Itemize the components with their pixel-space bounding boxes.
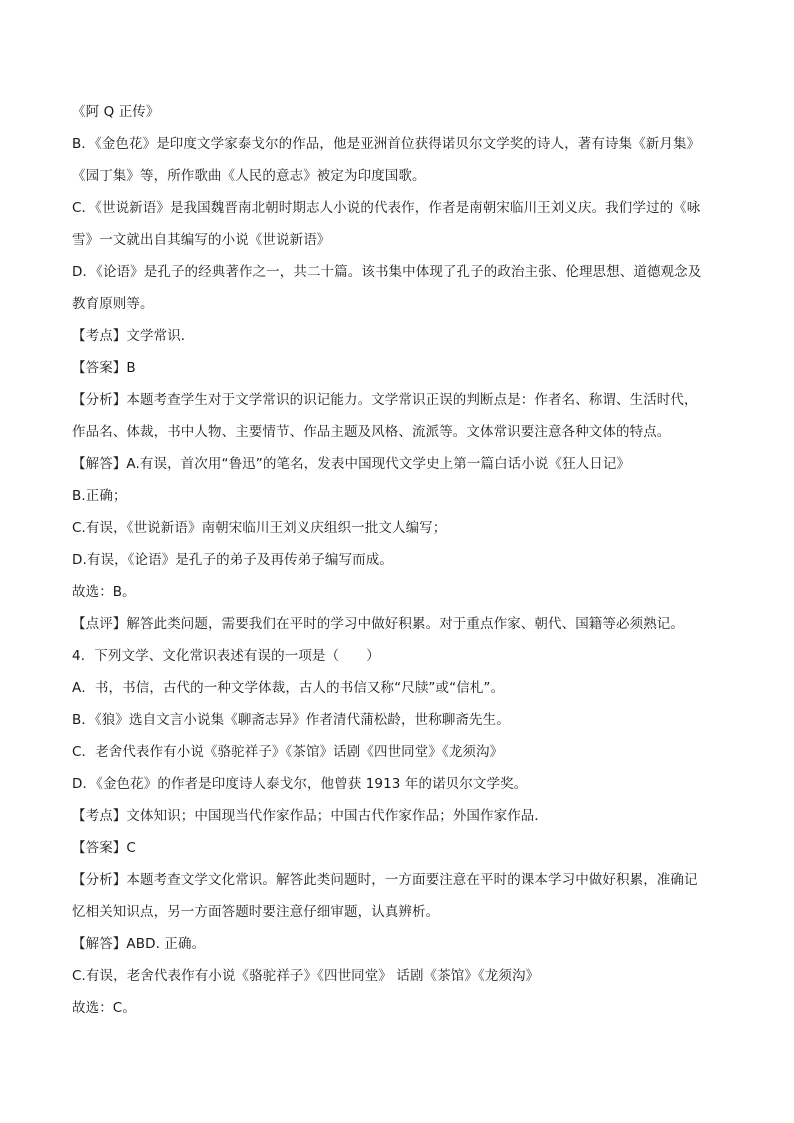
option-a-line: A．书，书信，古代的一种文学体裁，古人的书信又称“尺牍”或“信札”。 xyxy=(72,680,505,696)
text-line: 《阿 Q 正传》 xyxy=(72,104,160,120)
analysis-line: 【分析】本题考查学生对于文学常识的识记能力。文学常识正误的判断点是：作者名、称谓、生活时代， xyxy=(72,392,698,408)
text-line: D．《论语》是孔子的经典著作之一，共二十篇。该书集中体现了孔子的政治主张、伦理思想、道德观念及 xyxy=(72,264,702,280)
text-line: 《园丁集》等，所作歌曲《人民的意志》被定为印度国歌。 xyxy=(72,168,426,184)
text-line: B．《金色花》是印度文学家泰戈尔的作品，他是亚洲首位获得诺贝尔文学奖的诗人，著有诗集《新月集》 xyxy=(72,136,701,152)
text-line: 教育原则等。 xyxy=(72,296,154,312)
text-line: C．《世说新语》是我国魏晋南北朝时期志人小说的代表作，作者是南朝宋临川王刘义庆。我们学过的《咏 xyxy=(72,200,701,216)
kaodian-line: 【考点】文体知识；中国现当代作家作品；中国古代作家作品；外国作家作品． xyxy=(72,808,548,824)
question-line: 4．下列文学、文化常识表述有误的一项是（ ） xyxy=(72,648,380,664)
text-line: B.正确； xyxy=(72,488,127,504)
document-body xyxy=(72,96,724,1024)
analysis-line: 【分析】本题考查文学文化常识。解答此类问题时，一方面要注意在平时的课本学习中做好积累，准确记 xyxy=(72,872,698,888)
text-line: 故选：B。 xyxy=(72,584,136,600)
text-line: D.有误，《论语》是孔子的弟子及再传弟子编写而成。 xyxy=(72,552,393,568)
comment-line: 【点评】解答此类问题，需要我们在平时的学习中做好积累。对于重点作家、朝代、国籍等必须熟记。 xyxy=(72,616,684,632)
option-d-line: D．《金色花》的作者是印度诗人泰戈尔，他曾获 1913 年的诺贝尔文学奖。 xyxy=(72,776,528,792)
kaodian-line: 【考点】文学常识． xyxy=(72,328,195,344)
answer-line: 【答案】B xyxy=(72,360,136,376)
option-c-line: C．老舍代表作有小说《骆驼祥子》《茶馆》话剧《四世同堂》《龙须沟》 xyxy=(72,744,504,760)
text-line: C.有误，老舍代表作有小说《骆驼祥子》《四世同堂》 话剧《茶馆》《龙须沟》 xyxy=(72,968,540,984)
text-line: 忆相关知识点，另一方面答题时要注意仔细审题，认真辨析。 xyxy=(72,904,440,920)
text-line: C.有误，《世说新语》南朝宋临川王刘义庆组织一批文人编写； xyxy=(72,520,447,536)
option-b-line: B．《狼》选自文言小说集《聊斋志异》作者清代蒲松龄，世称聊斋先生。 xyxy=(72,712,510,728)
solution-line: 【解答】A.有误，首次用“鲁迅”的笔名，发表中国现代文学史上第一篇白话小说《狂人日记》 xyxy=(72,456,631,472)
text-line: 故选：C。 xyxy=(72,1000,136,1016)
solution-line: 【解答】ABD. 正确。 xyxy=(72,936,206,952)
answer-line: 【答案】C xyxy=(72,840,136,856)
text-line: 雪》一文就出自其编写的小说《世说新语》 xyxy=(72,232,331,248)
text-line: 作品名、体裁，书中人物、主要情节、作品主题及风格、流派等。文体常识要注意各种文体的特点。 xyxy=(72,424,671,440)
